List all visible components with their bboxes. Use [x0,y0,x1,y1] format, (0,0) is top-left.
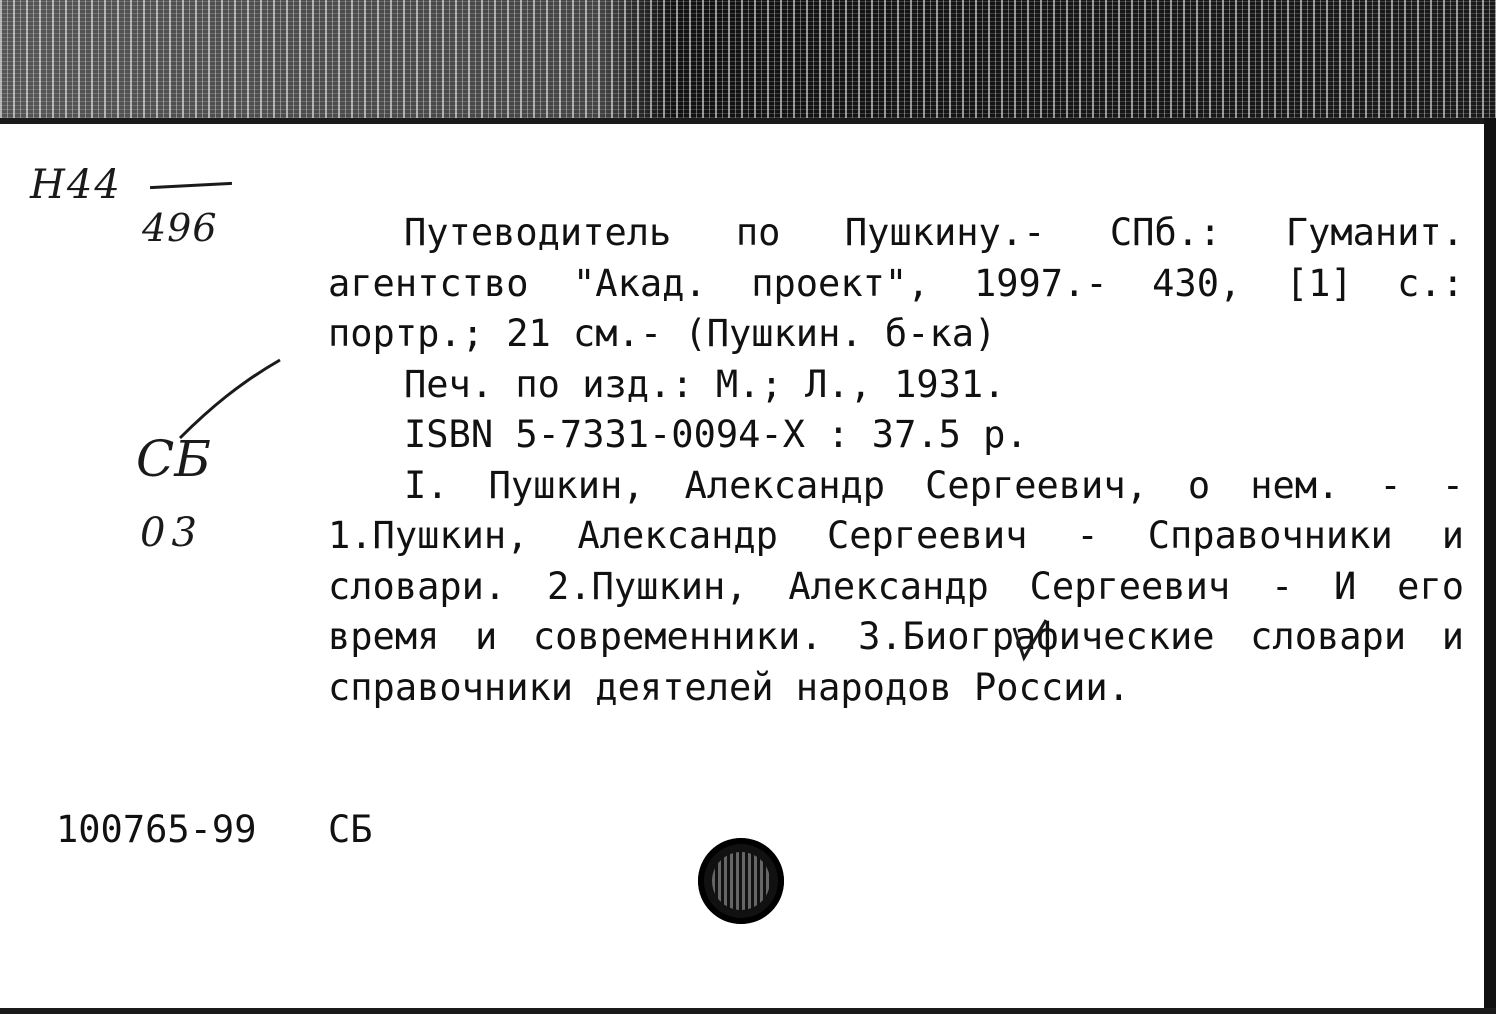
handwritten-mark-03: 03 [140,510,203,556]
inventory-number: 100765-99 [56,808,257,851]
catalog-record [328,208,1464,713]
print-note: Печ. по изд.: М.; Л., 1931. [404,362,1006,406]
shelf-mark-top: Н44 [30,162,122,208]
card-top-edge [0,118,1496,124]
punch-hole [698,838,784,924]
shelf-mark-bottom: 496 [142,206,218,250]
card-bottom-edge [0,1008,1496,1014]
department-code: СБ [328,808,373,851]
scanner-header-band [0,0,1496,122]
card-right-edge [1484,118,1496,1014]
handwritten-check-icon [1010,612,1050,664]
subject-headings: I. Пушкин, Александр Сергеевич, о нем. - - 1.Пушкин, Александр Сергеевич - Справочники и словари. 2.Пушкин, Александр Сергеевич - И его время и современники. 3.Биографические словари и справочники деятелей народов России. [328,463,1464,709]
isbn-line: ISBN 5-7331-0094-X : 37.5 р. [404,413,1028,456]
title-paragraph: Путеводитель по Пушкину.- СПб.: Гуманит. агентство "Акад. проект", 1997.- 430, [1] с.: портр.; 21 см.- (Пушкин. б-ка) [328,211,1464,355]
shelf-mark-divider [150,182,232,189]
handwritten-mark-sb: СБ [136,430,211,488]
